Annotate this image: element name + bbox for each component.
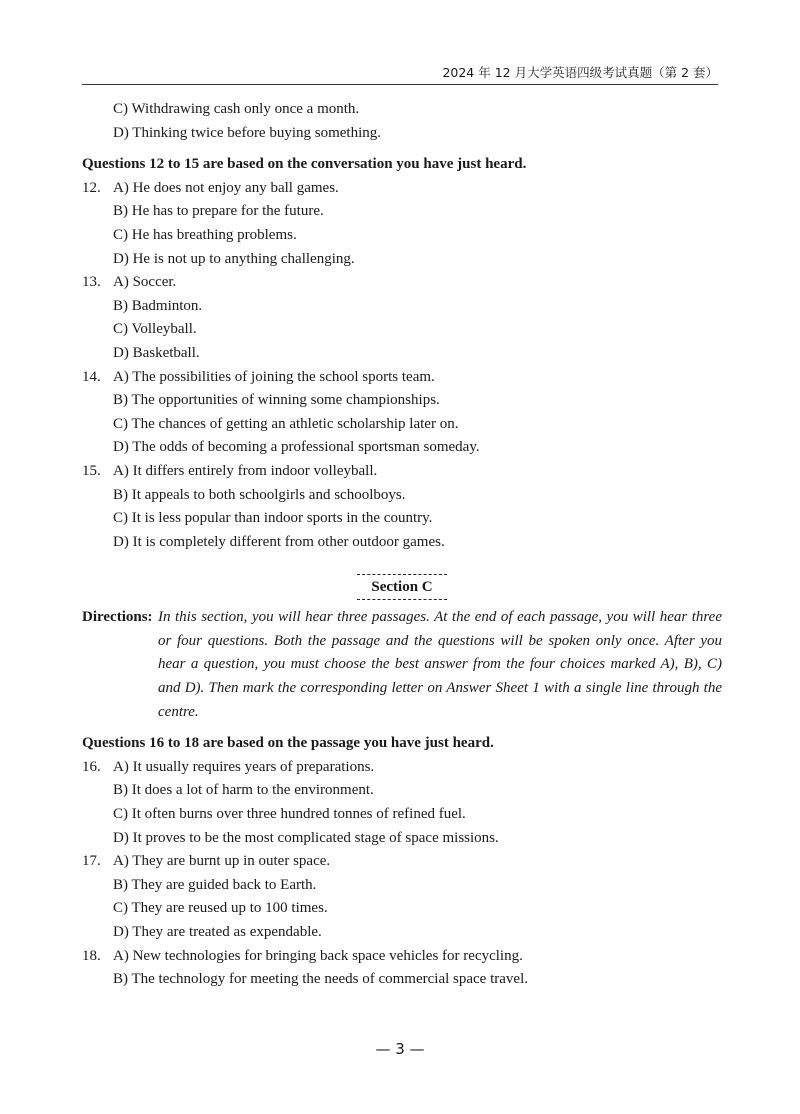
option-text: B) It does a lot of harm to the environment. [113, 782, 374, 799]
question-number: 13. [82, 274, 101, 291]
option-text: C) It is less popular than indoor sports in the country. [113, 510, 433, 527]
option-text: D) It is completely different from other outdoor games. [113, 533, 445, 550]
page-number: — 3 — [375, 1040, 425, 1058]
option-text: C) They are reused up to 100 times. [113, 900, 328, 917]
option-text: D) They are treated as expendable. [113, 924, 322, 940]
directions-text: In this section, you will hear three passages. At the end of each passage, you will hear three or four questions. Both the passage and the questions will be spoken only once. After you hear a question, you must choose the best answer from the four choices marked A), B), C) and D). Then mark the corresponding letter on Answer Sheet 1 with a single line through the centre. [158, 609, 722, 720]
question-12 [82, 177, 722, 271]
page-content [82, 98, 722, 992]
option-text: C) He has breathing problems. [113, 226, 297, 243]
option-text: A) They are burnt up in outer space. [113, 853, 331, 870]
option-text: D) Thinking twice before buying something. [113, 124, 382, 141]
option-text: B) They are guided back to Earth. [113, 876, 317, 893]
page-header [82, 64, 718, 85]
option-text: B) The opportunities of winning some championships. [113, 392, 440, 409]
option-text: B) He has to prepare for the future. [113, 203, 324, 220]
option-text: D) It proves to be the most complicated stage of space missions. [113, 829, 499, 846]
option-text: D) The odds of becoming a professional sportsman someday. [113, 439, 480, 456]
directions-block [82, 606, 722, 724]
option-text: A) It usually requires years of preparations. [113, 758, 375, 775]
question-number: 12. [82, 179, 101, 196]
option-text: A) New technologies for bringing back space vehicles for recycling. [113, 947, 523, 964]
question-14 [82, 366, 722, 460]
option-text: B) Badminton. [113, 297, 203, 314]
option-text: B) The technology for meeting the needs of commercial space travel. [113, 971, 528, 988]
question-number: 14. [82, 368, 101, 385]
option-text: B) It appeals to both schoolgirls and schoolboys. [113, 486, 406, 503]
question-13 [82, 271, 722, 365]
question-number: 15. [82, 462, 101, 479]
option-text: C) Volleyball. [113, 321, 197, 338]
question-number: 16. [82, 758, 101, 775]
option-text: C) Withdrawing cash only once a month. [113, 101, 360, 117]
question-number: 18. [82, 947, 101, 964]
directions-label: Directions: [82, 609, 153, 626]
option-text: C) It often burns over three hundred tonnes of refined fuel. [113, 806, 466, 823]
question-group-heading: Questions 16 to 18 are based on the passage you have just heard. [82, 735, 494, 752]
header-title: 2024 年 12 月大学英语四级考试真题（第 2 套） [442, 65, 718, 80]
option-text: A) He does not enjoy any ball games. [113, 179, 339, 196]
option-text: A) Soccer. [113, 274, 177, 291]
option-text: D) He is not up to anything challenging. [113, 250, 355, 267]
option-text: C) The chances of getting an athletic scholarship later on. [113, 415, 459, 432]
option-text: A) The possibilities of joining the school sports team. [113, 368, 435, 385]
question-15 [82, 460, 722, 554]
option-text: D) Basketball. [113, 344, 200, 361]
section-label: Section C [357, 574, 446, 600]
question-group-heading: Questions 12 to 15 are based on the conversation you have just heard. [82, 156, 527, 173]
question-17 [82, 850, 722, 944]
question-18 [82, 945, 722, 992]
question-16 [82, 756, 722, 850]
section-heading [82, 574, 722, 600]
option-text: A) It differs entirely from indoor volleyball. [113, 462, 378, 479]
question-number: 17. [82, 853, 101, 870]
